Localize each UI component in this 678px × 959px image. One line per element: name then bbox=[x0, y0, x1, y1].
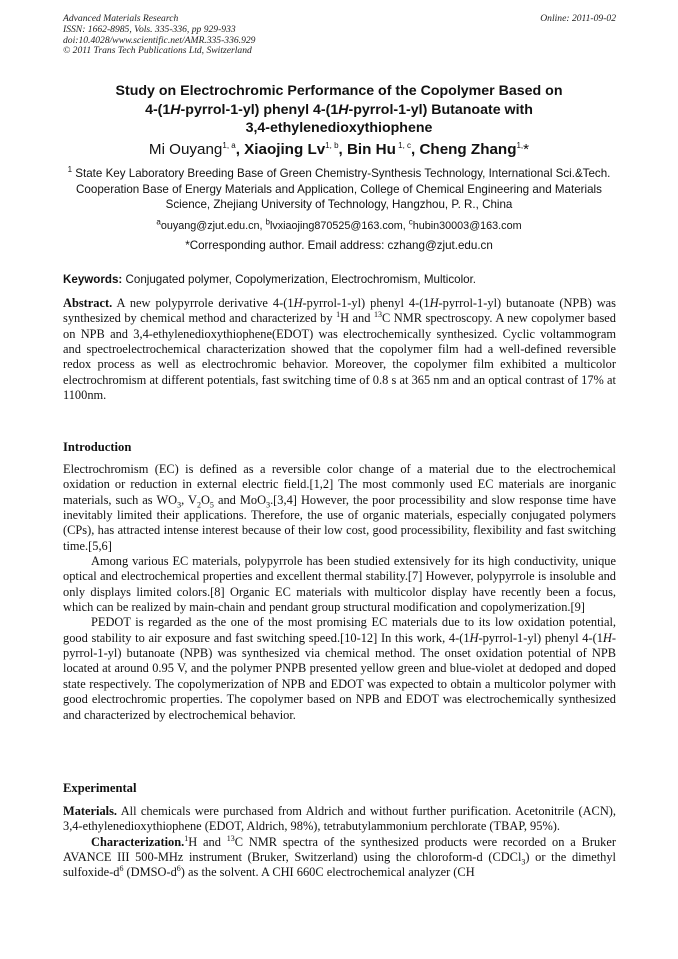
keywords bbox=[63, 273, 616, 287]
author-name: , Cheng Zhang bbox=[411, 141, 517, 158]
author-name: Mi Ouyang bbox=[148, 141, 223, 158]
introduction-body bbox=[63, 462, 616, 723]
title-line-2: 4-(1H-pyrrol-1-yl) phenyl 4-(1H-pyrrol-1-yl) Butanoate with bbox=[145, 101, 533, 118]
paragraph: Materials. All chemicals were purchased from Aldrich and without further purification. Acetonitrile (ACN), 3,4-ethylenedioxythiophene (EDOT, Aldrich, 98%), tetrabutylammonium perchlorate (TBAP, 95%). bbox=[63, 804, 616, 834]
author-emails: $^a$ouyang@zjut.edu.cn, $^b$lvxiaojing870525@163.com, $^c$hubin30003@163.com bbox=[156, 217, 522, 232]
author-name: , Bin Hu bbox=[338, 141, 396, 158]
copyright-line: © 2011 Trans Tech Publications Ltd, Switzerland bbox=[63, 45, 252, 57]
characterization-label: Characterization. bbox=[91, 834, 185, 849]
materials-label: Materials. bbox=[63, 804, 118, 818]
journal-header bbox=[63, 14, 616, 57]
keywords-label: Keywords: bbox=[63, 273, 123, 286]
section-heading-experimental: Experimental bbox=[63, 781, 137, 795]
email-link[interactable]: ouyang@zjut.edu.cn, bbox=[160, 220, 266, 232]
paragraph: Electrochromism (EC) is defined as a reversible color change of a material due to the electrochemical oxidation or reduction in external electric field.[1,2] The most commonly used EC materials are inorganic materials, such as $WO_3$, $V_2O_5$ and MoO$_3$.[3,4] However, the poor processibility and slow response time have inevitably limited their applications. Therefore, the use of organic materials, especially conjugated polymers (CPs), has attracted intense interest because of their low cost, good processibility, flexibility and fast switching time.[5,6] bbox=[63, 462, 616, 553]
email-link[interactable]: hubin30003@163.com bbox=[412, 220, 522, 232]
paragraph: Characterization.$^1$H and $^{13}$C NMR spectra of the synthesized products were recorded on a Bruker AVANCE III 500-MHz instrument (Bruker, Switzerland) using the chloroform-d (CDCl$_3$) or the dimethyl sulfoxide-$d^6$ $(DMSO-d^6)$ as the solvent. A CHI 660C electrochemical analyzer (CH bbox=[63, 833, 616, 880]
title-line-1: Study on Electrochromic Performance of the Copolymer Based on bbox=[115, 83, 563, 99]
experimental-body bbox=[63, 804, 616, 881]
doi-line: doi:10.4028/www.scientific.net/AMR.335-336.929 bbox=[63, 34, 256, 46]
title-line-3: 3,4-ethylenedioxythiophene bbox=[245, 120, 433, 136]
paragraph: PEDOT is regarded as the one of the most promising EC materials due to its low oxidation potential, good stability to air exposure and fast switching speed.[10-12] In this work, 4-(1H-pyrrol-1-yl) phenyl 4-(1H-pyrrol-1-yl) butanoate (NPB) was synthesized via chemical method. The onset oxidation potential of NPB located at around 0.95 V, and the polymer PNPB presented yellow green and blue-violet at dedoped and doped state respectively. The copolymerization of NPB and EDOT was expected to obtain a multicolor polymer with good electrochromic properties. The copolymer based on NPB and EDOT was electrochemically synthesized and characterized by electrochemical behavior. bbox=[63, 615, 616, 722]
email-link[interactable]: lvxiaojing870525@163.com, bbox=[269, 220, 409, 232]
author-list: Mi Ouyang$^{1, a}$, Xiaojing Lv$^{1, b}$, Bin Hu $^{1, c}$, Cheng Zhang$^{1,}$* bbox=[148, 140, 530, 158]
author-name: , Xiaojing Lv bbox=[235, 141, 326, 158]
journal-name: Advanced Materials Research bbox=[63, 13, 179, 24]
abstract-label: Abstract. bbox=[63, 296, 113, 310]
paper-title bbox=[60, 82, 618, 138]
online-date: Online: 2011-09-02 bbox=[540, 13, 616, 24]
corresponding-author: *Corresponding author. Email address: czhang@zjut.edu.cn bbox=[185, 239, 493, 252]
abstract: Abstract. A new polypyrrole derivative 4-(1H-pyrrol-1-yl) phenyl 4-(1H-pyrrol-1-yl) butanoate (NPB) was synthesized by chemical method and characterized by $^1$H and $^{13}$C NMR spectroscopy. A new copolymer based on NPB and 3,4-ethylenedioxythiophene(EDOT) was electrochemically synthesized. Cyclic voltammogram and spectroelectrochemical characterization showed that the copolymer film had a well-defined reversible redox process as well as electrochromic behavior. Moreover, the copolymer film exhibited a multicolor electrochromism at different potentials, fast switching time of 0.8 s at 365 nm and an optical contrast of 17% at 1100nm. bbox=[63, 296, 617, 403]
issn-line: ISSN: 1662-8985, Vols. 335-336, pp 929-933 bbox=[63, 23, 236, 35]
section-heading-introduction: Introduction bbox=[63, 440, 132, 454]
keywords-text: Conjugated polymer, Copolymerization, Electrochromism, Multicolor. bbox=[122, 273, 477, 286]
paragraph: Among various EC materials, polypyrrole has been studied extensively for its high conductivity, unique optical and electrochemical properties and excellent thermal stability.[7] However, polypyrrole is insoluble and only displays limited colors.[8] Organic EC materials with multicolor display have recently been a focus, which can be realized by main-chain and pendant group structural modification and copolymerization.[9] bbox=[63, 554, 616, 615]
affiliation: $^1$ State Key Laboratory Breeding Base of Green Chemistry-Synthesis Technology, International Sci.&Tech. Cooperation Base of Energy Materials and Application, College of Chemical Engineering and Materials Science, Zhejiang University of Technology, Hangzhou, P. R., China bbox=[67, 165, 611, 212]
